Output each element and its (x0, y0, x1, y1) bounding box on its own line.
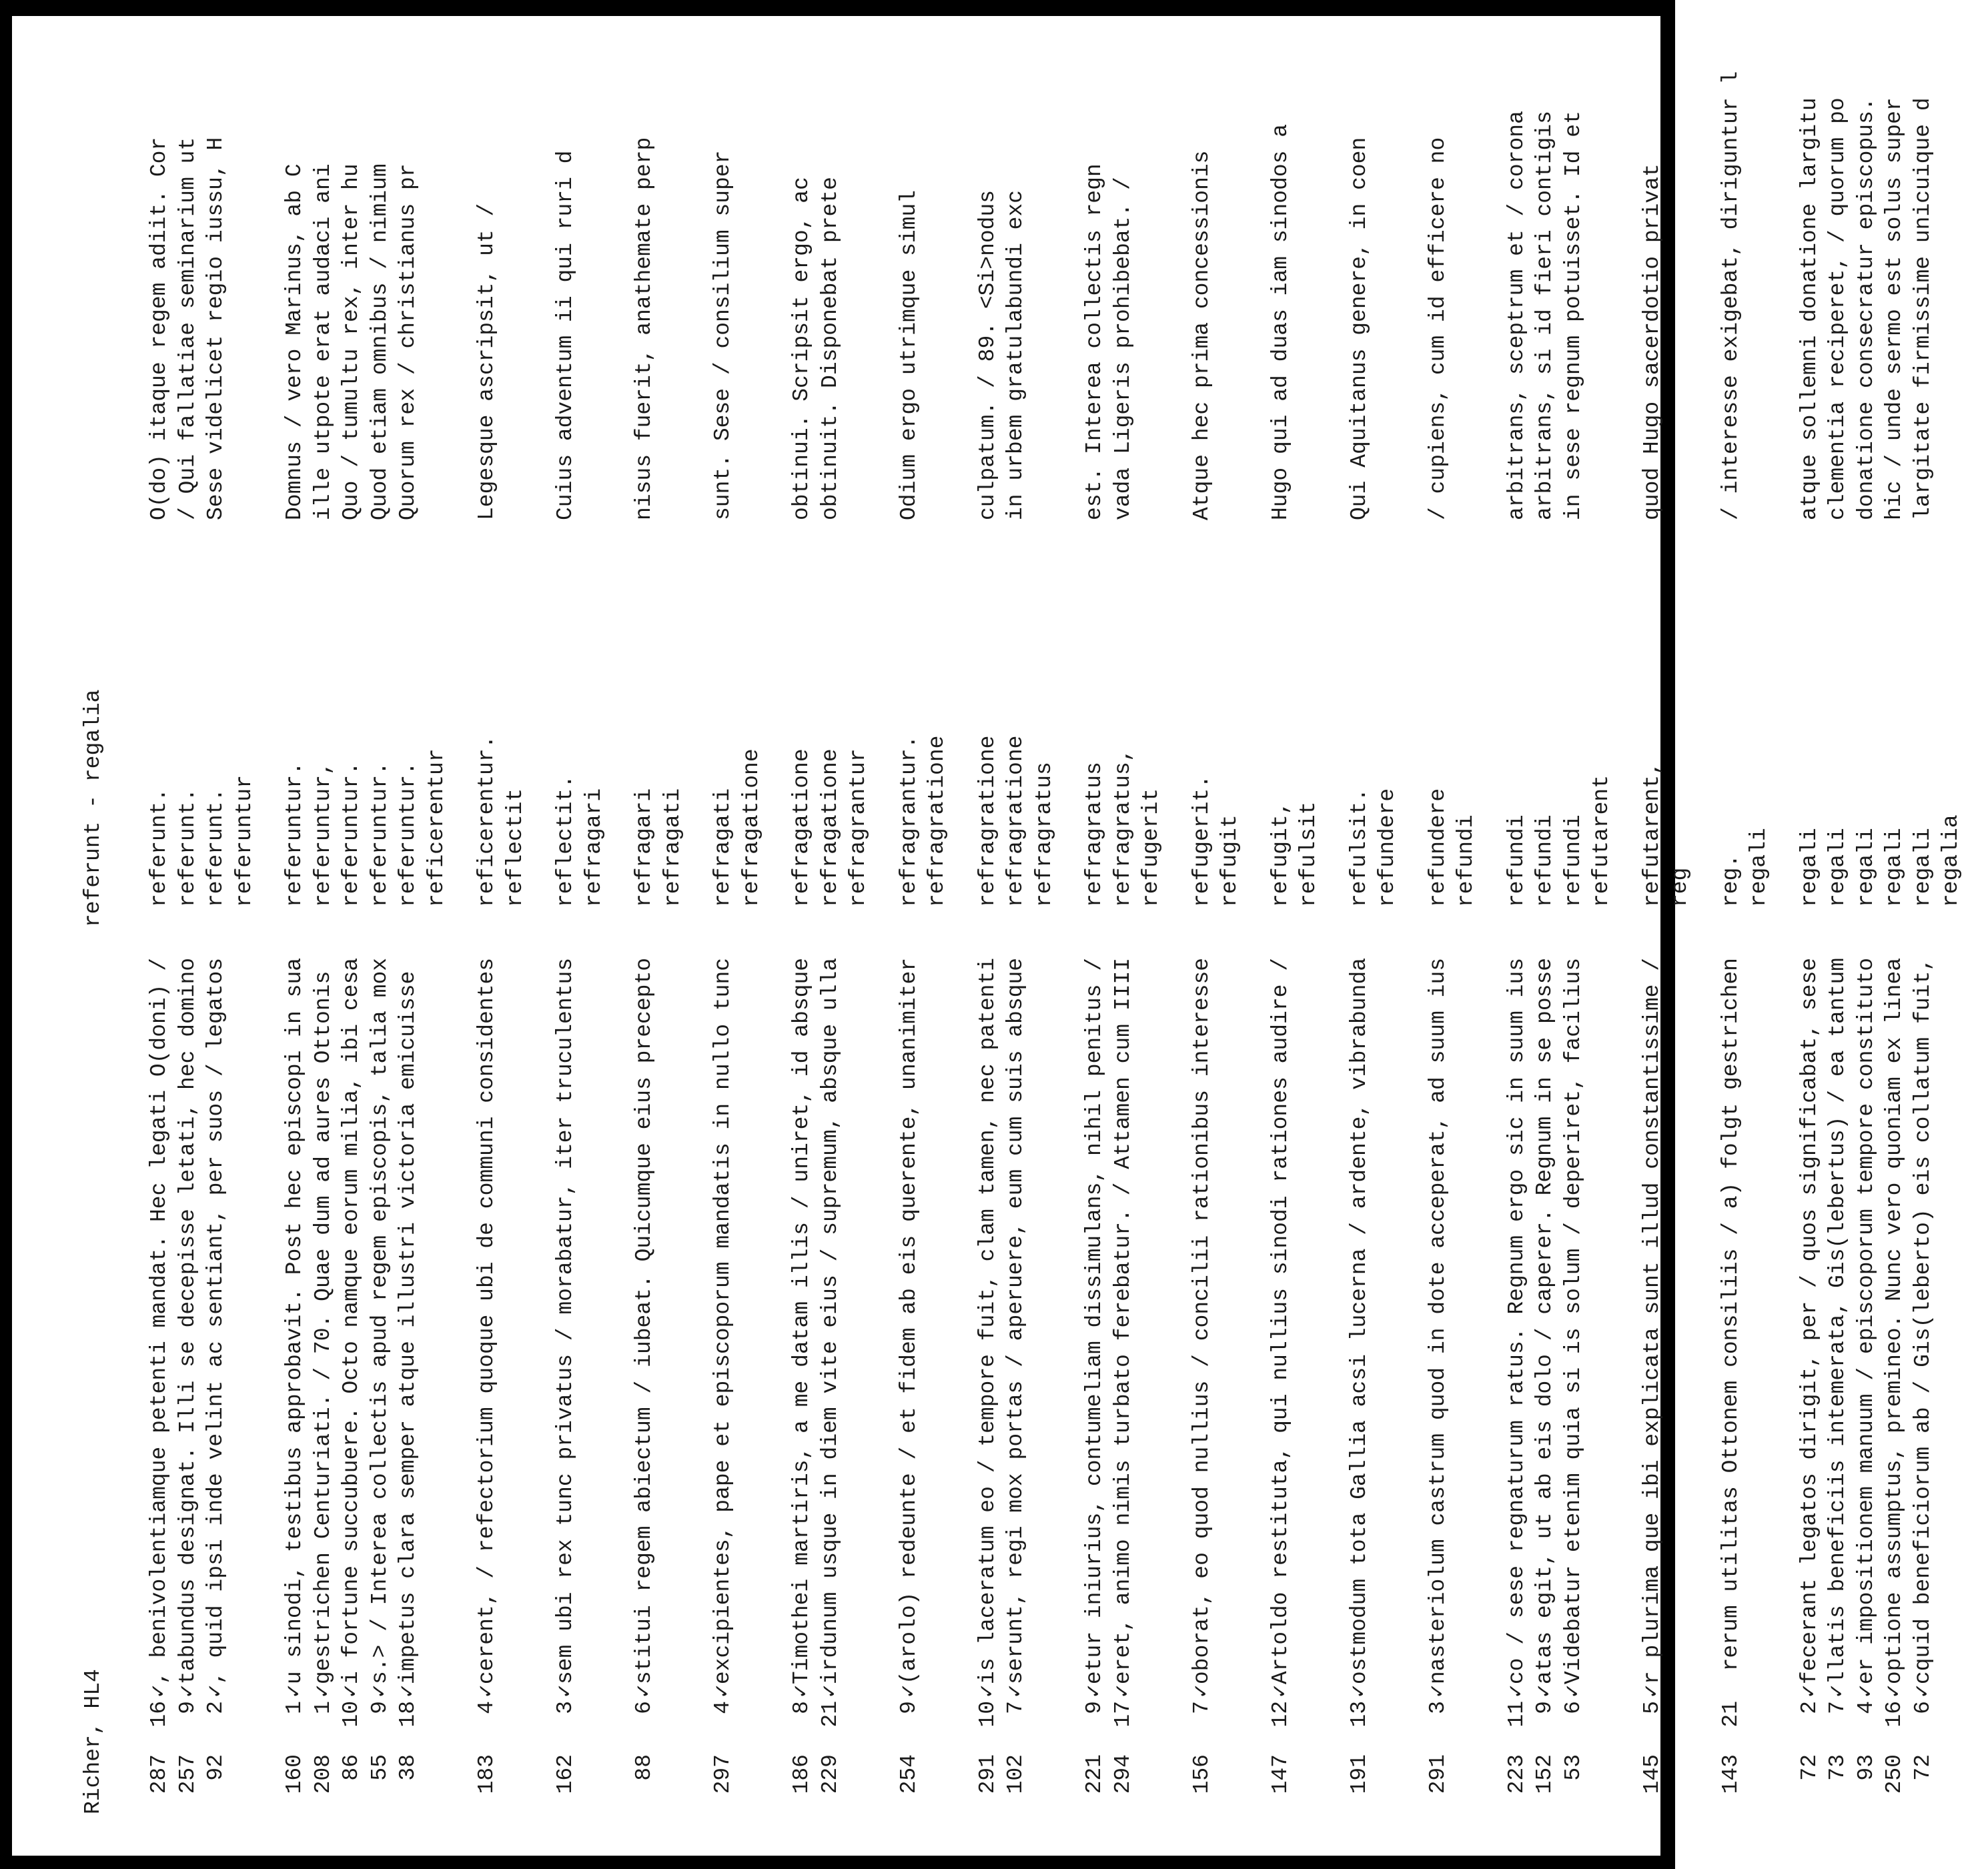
concordance-row (1881, 0, 1909, 1814)
keyword-heading-row (231, 0, 260, 1814)
left-context: ✓i fortune succubuere. Octo namque eorum milia, ibi cesa (339, 957, 364, 1698)
ref-number: 162 (553, 1754, 578, 1794)
keyword-heading-row (1745, 0, 1774, 1814)
keyword-heading-row (845, 0, 873, 1814)
right-context: vada Ligeris prohibebat. / (1110, 177, 1135, 520)
keyword: refulsit (1296, 801, 1321, 907)
concordance-row (1531, 0, 1560, 1814)
line-number: 4 (1853, 1701, 1879, 1714)
concordance-row (1081, 0, 1109, 1814)
keyword: regali (1797, 828, 1822, 907)
ref-number: 208 (310, 1754, 336, 1794)
keyword: referuntur (231, 774, 257, 907)
keyword: refragrantur. (896, 735, 921, 907)
line-number: 4 (474, 1701, 499, 1714)
group-gap (1481, 0, 1503, 1814)
ref-number: 102 (1003, 1754, 1028, 1794)
left-context: ✓, benivolentiamque petenti mandat. Hec legati O(doni) / (147, 957, 171, 1698)
keyword: refragatione (738, 748, 764, 907)
right-context: Hugo qui ad duas iam sinodos a (1268, 123, 1293, 520)
keyword: refragatione (817, 748, 843, 907)
right-context: in urbem gratulabundi exc (1003, 189, 1028, 520)
keyword: referunt. (175, 788, 200, 907)
keyword: refragari (581, 788, 606, 907)
keyword: regali (1882, 828, 1907, 907)
keyword-heading-row (1031, 0, 1059, 1814)
keyword: refragari (632, 788, 656, 907)
keyword-heading-row (423, 0, 452, 1814)
ref-number: 191 (1346, 1754, 1372, 1794)
ref-number: 257 (175, 1754, 200, 1794)
left-context: ✓stitui regem abiectum / iubeat. Quicumque eius precepto (632, 957, 656, 1698)
keyword: refundi (1560, 814, 1586, 907)
concordance-row (366, 0, 395, 1814)
line-number: 16 (1882, 1701, 1907, 1728)
concordance-row (817, 0, 845, 1814)
ref-number: 156 (1189, 1754, 1214, 1794)
concordance-row (974, 0, 1003, 1814)
keyword: refulsit. (1346, 788, 1372, 907)
ref-number: 291 (975, 1754, 1000, 1794)
keyword: refragrantur (846, 748, 871, 907)
left-context: ✓oborat, eo quod nullius / concilii rationibus interesse (1189, 957, 1214, 1698)
line-number: 1 (282, 1701, 307, 1714)
right-context: Sese videlicet regio iussu, H (203, 137, 228, 520)
left-context: ✓co / sese regnaturum ratus. Regnum ergo sic in suum ius (1504, 957, 1529, 1698)
group-gap (873, 0, 895, 1814)
keyword: reficerentur. (474, 735, 499, 907)
concordance-row (552, 0, 580, 1814)
keyword-heading-row (1216, 0, 1245, 1814)
keyword-heading-row (1374, 0, 1402, 1814)
line-number: 3 (1425, 1701, 1450, 1714)
page-title: Richer, HL4 (81, 1669, 105, 1814)
keyword: refragratione (1003, 735, 1028, 907)
concordance-row (1796, 0, 1825, 1814)
ref-number: 297 (710, 1754, 735, 1794)
left-context: ✓atas egit, ut ab eis dolo / caperer. Regnum in se posse (1532, 957, 1557, 1698)
line-number: 4 (710, 1701, 735, 1714)
keyword: reg (1668, 867, 1692, 907)
line-number: 6 (1560, 1701, 1586, 1714)
ref-number: 145 (1639, 1754, 1664, 1794)
ref-number: 287 (147, 1754, 171, 1794)
keyword-heading-row (502, 0, 530, 1814)
right-context: atque sollemni donatione largitu (1797, 97, 1822, 520)
keyword-heading-row (1666, 0, 1695, 1814)
right-context: clementia reciperet, / quorum po (1825, 97, 1850, 520)
keyword: referunt. (147, 788, 171, 907)
ref-number: 143 (1718, 1754, 1743, 1794)
group-gap (1695, 0, 1717, 1814)
left-context: ✓Timothei martiris, a me datam illis / uniret, id absque (789, 957, 814, 1698)
right-context: / Qui fallatiae seminarium ut (175, 137, 200, 520)
right-context: hic / unde sermo est solus super (1882, 97, 1907, 520)
keyword: refragratus (1082, 762, 1107, 907)
concordance-row (1909, 0, 1938, 1814)
right-context: sunt. Sese / consilium super (710, 150, 735, 520)
ref-number: 55 (367, 1754, 392, 1781)
group-gap (687, 0, 709, 1814)
line-number: 21 (817, 1701, 843, 1728)
group-gap (451, 0, 473, 1814)
left-context: ✓fecerant legatos dirigit, per / quos significabat, sese (1797, 957, 1822, 1698)
keyword: refragatione (789, 748, 814, 907)
group-gap (259, 0, 281, 1814)
keyword: refugit (1217, 814, 1242, 907)
concordance-row (895, 0, 924, 1814)
right-context: arbitrans, si id fieri contigis (1532, 111, 1557, 520)
keyword-heading-row (580, 0, 609, 1814)
right-context: / cupiens, cum id efficere no (1425, 137, 1450, 520)
left-context: rerum utilitas Ottonem consiliis / a) folgt gestrichen (1718, 958, 1743, 1698)
left-context: ✓eret, animo nimis turbato ferebatur. / Attamen cum IIII (1110, 957, 1135, 1698)
right-context: O(do) itaque regem adiit. Cor (147, 137, 171, 520)
line-number: 10 (975, 1701, 1000, 1728)
line-number: 2 (1797, 1701, 1822, 1714)
keyword: refutarent (1589, 774, 1614, 907)
keyword-heading-row (1452, 0, 1481, 1814)
keyword: refundi (1532, 814, 1557, 907)
left-context: ✓etur iniurius, contumeliam dissimulans, nihil penitus / (1082, 957, 1107, 1698)
left-context: ✓serunt, regi mox portas / aperuere, eum cum suis absque (1003, 957, 1028, 1698)
group-gap (608, 0, 630, 1814)
keyword: reg. (1718, 854, 1743, 907)
left-context: ✓gestrichen Centuriati. / 70. Quae dum ad aures Ottonis (310, 971, 336, 1698)
concordance-row (310, 0, 338, 1814)
line-number: 21 (1718, 1701, 1743, 1728)
keyword: reflectit (502, 788, 528, 907)
line-number: 11 (1504, 1701, 1529, 1728)
left-context: ✓ostmodum tota Gallia acsi lucerna / ardente, vibrabunda (1346, 957, 1372, 1698)
concordance-row (788, 0, 817, 1814)
keyword: refragratione (975, 735, 1000, 907)
keyword: referuntur. (339, 762, 364, 907)
ref-number: 93 (1853, 1754, 1879, 1781)
line-number: 6 (1910, 1701, 1935, 1714)
line-number: 9 (367, 1701, 392, 1714)
page-header (73, 27, 113, 1814)
group-gap (1245, 0, 1267, 1814)
keyword: refundere (1425, 788, 1450, 907)
left-context: ✓er impositionem manuum / episcoporum tempore constituto (1853, 957, 1879, 1698)
ref-number: 250 (1882, 1754, 1907, 1794)
right-context: Quo / tumultu rex, inter hu (339, 163, 364, 520)
ref-number: 86 (339, 1754, 364, 1781)
ref-number: 221 (1082, 1754, 1107, 1794)
group-gap (1166, 0, 1188, 1814)
keyword: refundere (1375, 788, 1400, 907)
left-context: ✓impetus clara semper atque illustri victoria emicuisse (396, 971, 420, 1698)
right-context: donatione consecratur episcopus. (1853, 97, 1879, 520)
concordance-row (1824, 0, 1853, 1814)
line-number: 9 (1532, 1701, 1557, 1714)
keyword: refragati (660, 788, 685, 907)
group-gap (952, 0, 974, 1814)
concordance-row (1424, 0, 1453, 1814)
left-context: ✓llatis beneficiis intemerata, Gis(lebertus) / ea tantum (1825, 957, 1850, 1698)
group-gap (1324, 0, 1346, 1814)
right-context: Odium ergo utrimque simul (896, 189, 921, 520)
left-context: ✓cerent, / refectorium quoque ubi de communi considentes (474, 957, 499, 1698)
keyword: regali (1747, 828, 1771, 907)
left-context: ✓tabundus designat. Illi se decepisse letati, hec domino (175, 957, 200, 1698)
right-context: culpatum. / 89. <Si>nodus (975, 189, 1000, 520)
concordance-row (1002, 0, 1031, 1814)
keyword-heading-row (1937, 0, 1966, 1814)
left-context: ✓r plurima que ibi explicata sunt illud constantissime / (1639, 957, 1664, 1698)
ref-number: 223 (1504, 1754, 1529, 1794)
keyword: refugerit (1139, 788, 1163, 907)
ref-number: 152 (1532, 1754, 1557, 1794)
left-context: ✓Videbatur etenim quia si is solum / deperiret, facilius (1560, 957, 1586, 1698)
keyword-heading-row (1137, 0, 1166, 1814)
concordance-row (630, 0, 659, 1814)
right-context: obtinui. Scripsit ergo, ac (789, 177, 814, 520)
left-context: ✓nasteriolum castrum quod in dote acceperat, ad suum ius (1425, 957, 1450, 1698)
concordance-row (281, 0, 310, 1814)
keyword-heading-row (923, 0, 952, 1814)
line-number: 7 (1003, 1701, 1028, 1714)
group-gap (1774, 0, 1796, 1814)
line-number: 7 (1825, 1701, 1850, 1714)
ref-number: 147 (1268, 1754, 1293, 1794)
left-context: ✓sem ubi rex tunc privatus / morabatur, iter truculentus (553, 957, 578, 1698)
group-gap (1616, 0, 1638, 1814)
ref-number: 183 (474, 1754, 499, 1794)
line-number: 5 (1639, 1701, 1664, 1714)
ref-number: 186 (789, 1754, 814, 1794)
concordance-row (1638, 0, 1667, 1814)
ref-number: 254 (896, 1754, 921, 1794)
concordance-row (1109, 0, 1138, 1814)
keyword: reficerentur (424, 748, 449, 907)
left-context: ✓, quid ipsi inde velint ac sentiant, per suos / legatos (203, 957, 228, 1698)
line-number: 9 (896, 1701, 921, 1714)
keyword-heading-row (1588, 0, 1616, 1814)
concordance-list (145, 0, 1988, 1814)
concordance-row (145, 0, 174, 1814)
left-context: ✓s.> / Interea collectis apud regem episcopis, talia mox (367, 957, 392, 1698)
line-number: 13 (1346, 1701, 1372, 1728)
right-context: largitate firmissime unicuique d (1910, 97, 1935, 520)
line-number: 10 (339, 1701, 364, 1728)
concordance-row (1267, 0, 1296, 1814)
keyword: refragati (710, 788, 735, 907)
right-context: Quorum rex / christianus pr (396, 163, 420, 520)
keyword: reflectit. (553, 774, 578, 907)
keyword: regalia (1939, 814, 1963, 907)
right-context: Atque hec prima concessionis (1189, 150, 1214, 520)
keyword: regali (1853, 828, 1879, 907)
left-context: ✓is laceratum eo / tempore fuit, clam tamen, nec patenti (975, 957, 1000, 1698)
group-gap (1059, 0, 1081, 1814)
ref-number: 53 (1560, 1754, 1586, 1781)
ref-number: 291 (1425, 1754, 1450, 1794)
keyword: referunt. (203, 788, 228, 907)
left-context: ✓u sinodi, testibus approbavit. Post hec episcopi in sua (282, 957, 307, 1698)
keyword-heading-row (659, 0, 688, 1814)
line-number: 8 (789, 1701, 814, 1714)
line-number: 2 (203, 1701, 228, 1714)
keyword: referuntur. (367, 762, 392, 907)
line-number: 17 (1110, 1701, 1135, 1728)
ref-number: 160 (282, 1754, 307, 1794)
keyword: regali (1910, 828, 1935, 907)
right-context: Quod etiam omnibus / nimium (367, 163, 392, 520)
concordance-row (338, 0, 366, 1814)
keyword: referuntur, (310, 762, 336, 907)
keyword: refugit, (1268, 801, 1293, 907)
right-context: est. Interea collectis regn (1082, 163, 1107, 520)
group-gap (1402, 0, 1424, 1814)
keyword: refundi (1504, 814, 1529, 907)
left-context: ✓irdunum usque in diem vite eius / supremum, absque ulla (817, 957, 843, 1698)
line-number: 1 (310, 1701, 336, 1714)
right-context: Cuius adventum ii qui ruri d (553, 150, 578, 520)
concordance-row (174, 0, 203, 1814)
line-number: 16 (147, 1701, 171, 1728)
concordance-row (473, 0, 502, 1814)
line-number: 9 (175, 1701, 200, 1714)
group-gap (1966, 0, 1988, 1814)
right-context: in sese regnum potuisset. Id et (1560, 111, 1586, 520)
concordance-row (1346, 0, 1374, 1814)
right-context: obtinuit. Disponebat prete (817, 177, 843, 520)
left-context: ✓Artoldo restituta, qui nullius sinodi rationes audire / (1268, 957, 1293, 1698)
keyword: refutarent, (1639, 762, 1664, 907)
keyword: referuntur. (282, 762, 307, 907)
rotated-page (73, 27, 1963, 1814)
right-context: nisus fuerit, anathemate perp (632, 137, 656, 520)
group-gap (766, 0, 788, 1814)
concordance-row (1853, 0, 1881, 1814)
ref-number: 38 (396, 1754, 420, 1781)
concordance-row (1503, 0, 1532, 1814)
ref-number: 92 (203, 1754, 228, 1781)
line-number: 3 (553, 1701, 578, 1714)
ref-number: 72 (1797, 1754, 1822, 1781)
keyword-heading-row (738, 0, 767, 1814)
concordance-row (1560, 0, 1588, 1814)
left-context: ✓optione assumptus, premineo. Nunc vero quoniam ex linea (1882, 957, 1907, 1698)
concordance-row (394, 0, 423, 1814)
page-range: referunt - regalia (81, 689, 105, 927)
line-number: 6 (632, 1701, 656, 1714)
keyword: refragratione (925, 735, 949, 907)
keyword: refundi (1454, 814, 1478, 907)
left-context: ✓cquid beneficiorum ab / Gis(leberto) eis collatum fuit, (1910, 957, 1935, 1698)
line-number: 9 (1082, 1701, 1107, 1714)
right-context: arbitrans, sceptrum et / corona (1504, 111, 1529, 520)
concordance-row (202, 0, 231, 1814)
line-number: 7 (1189, 1701, 1214, 1714)
keyword: regali (1825, 828, 1850, 907)
ref-number: 72 (1910, 1754, 1935, 1781)
keyword-heading-row (1295, 0, 1324, 1814)
right-context: Domnus / vero Marinus, ab C (282, 163, 307, 520)
concordance-row (1717, 0, 1746, 1814)
right-context: quod Hugo sacerdotio privat (1639, 163, 1664, 520)
keyword: refragratus, (1110, 748, 1135, 907)
ref-number: 88 (632, 1754, 656, 1781)
right-context: / interesse exigebat, diriguntur l (1718, 71, 1743, 520)
ref-number: 294 (1110, 1754, 1135, 1794)
line-number: 12 (1268, 1701, 1293, 1728)
ref-number: 229 (817, 1754, 843, 1794)
ref-number: 73 (1825, 1754, 1850, 1781)
right-context: Legesque ascripsit, ut / (474, 203, 499, 520)
right-context: ille utpote erat audaci ani (310, 163, 336, 520)
concordance-row (709, 0, 738, 1814)
keyword: referuntur. (396, 762, 420, 907)
left-context: ✓excipientes, pape et episcoporum mandatis in nullo tunc (710, 957, 735, 1698)
right-context: Qui Aquitanus genere, in coen (1346, 137, 1372, 520)
keyword: refugerit. (1189, 774, 1214, 907)
keyword: refragratus (1031, 762, 1057, 907)
concordance-row (1188, 0, 1217, 1814)
group-gap (530, 0, 552, 1814)
left-context: ✓(arolo) redeunte / et fidem ab eis querente, unanimiter (896, 957, 921, 1698)
line-number: 18 (396, 1701, 420, 1728)
